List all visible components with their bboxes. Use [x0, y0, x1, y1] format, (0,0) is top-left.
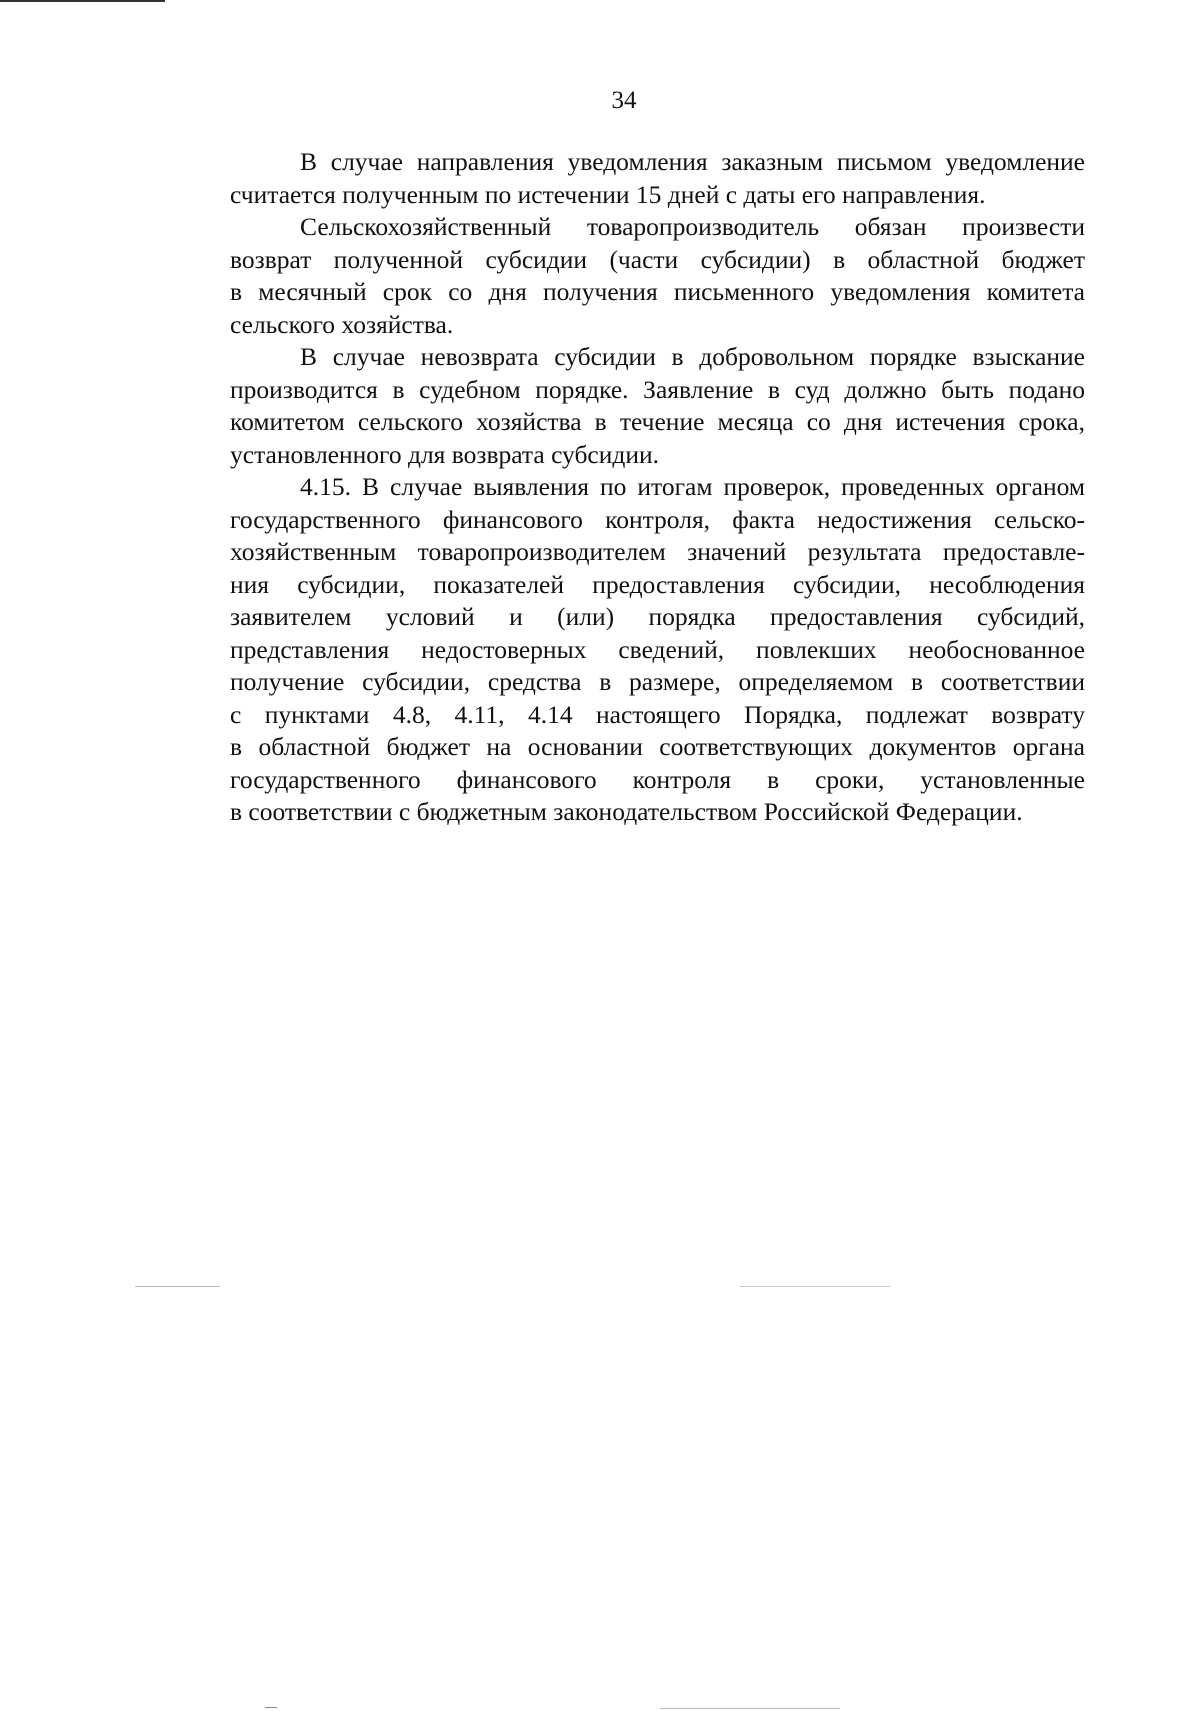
- text-line: хозяйственным товаропроизводителем значений результата предоставле-: [230, 537, 1085, 566]
- scan-speck: [740, 1286, 890, 1287]
- document-body: [160, 146, 1085, 829]
- text-line: установленного для возврата субсидии.: [230, 439, 660, 469]
- scan-speck: [135, 1286, 220, 1287]
- text-line: ния субсидии, показателей предоставления субсидии, несоблюдения: [230, 569, 1085, 599]
- paragraph-section-4-15: [160, 471, 1085, 829]
- text-line: в соответствии с бюджетным законодательством Российской Федерации.: [230, 797, 1023, 826]
- text-line: государственного финансового контроля, факта недостижения сельско-: [230, 504, 1085, 534]
- scan-speck: [660, 1708, 840, 1709]
- text-line: государственного финансового контроля в сроки, установленные: [230, 764, 1085, 794]
- text-line: В случае невозврата субсидии в добровольном порядке взыскание: [300, 342, 1085, 371]
- paragraph-court-recovery: [160, 341, 1085, 471]
- text-line: считается полученным по истечении 15 дней с даты его направления.: [230, 179, 986, 209]
- scan-speck: [265, 1707, 277, 1708]
- text-line: получение субсидии, средства в размере, определяемом в соответствии: [230, 667, 1085, 696]
- text-line: в месячный срок со дня получения письменного уведомления комитета: [230, 277, 1085, 306]
- text-line: комитетом сельского хозяйства в течение месяца со дня истечения срока,: [230, 407, 1085, 436]
- text-line: представления недостоверных сведений, повлекших необоснованное: [230, 634, 1085, 664]
- text-line: производится в судебном порядке. Заявление в суд должно быть подано: [230, 374, 1085, 404]
- scan-edge-line: [0, 0, 165, 2]
- text-line: возврат полученной субсидии (части субсидии) в областной бюджет: [230, 244, 1085, 274]
- text-line: заявителем условий и (или) порядка предоставления субсидий,: [230, 602, 1085, 631]
- paragraph-notice-delivery: [160, 146, 1085, 211]
- paragraph-refund-obligation: [160, 211, 1085, 341]
- text-line: сельского хозяйства.: [230, 309, 454, 339]
- text-line: Сельскохозяйственный товаропроизводитель обязан произвести: [300, 212, 1085, 241]
- text-line: с пунктами 4.8, 4.11, 4.14 настоящего Порядка, подлежат возврату: [230, 699, 1085, 729]
- text-line: 4.15. В случае выявления по итогам проверок, проведенных органом: [300, 472, 1085, 501]
- text-line: в областной бюджет на основании соответствующих документов органа: [230, 732, 1085, 761]
- text-line: В случае направления уведомления заказным письмом уведомление: [300, 147, 1085, 176]
- page-number: 34: [611, 87, 637, 114]
